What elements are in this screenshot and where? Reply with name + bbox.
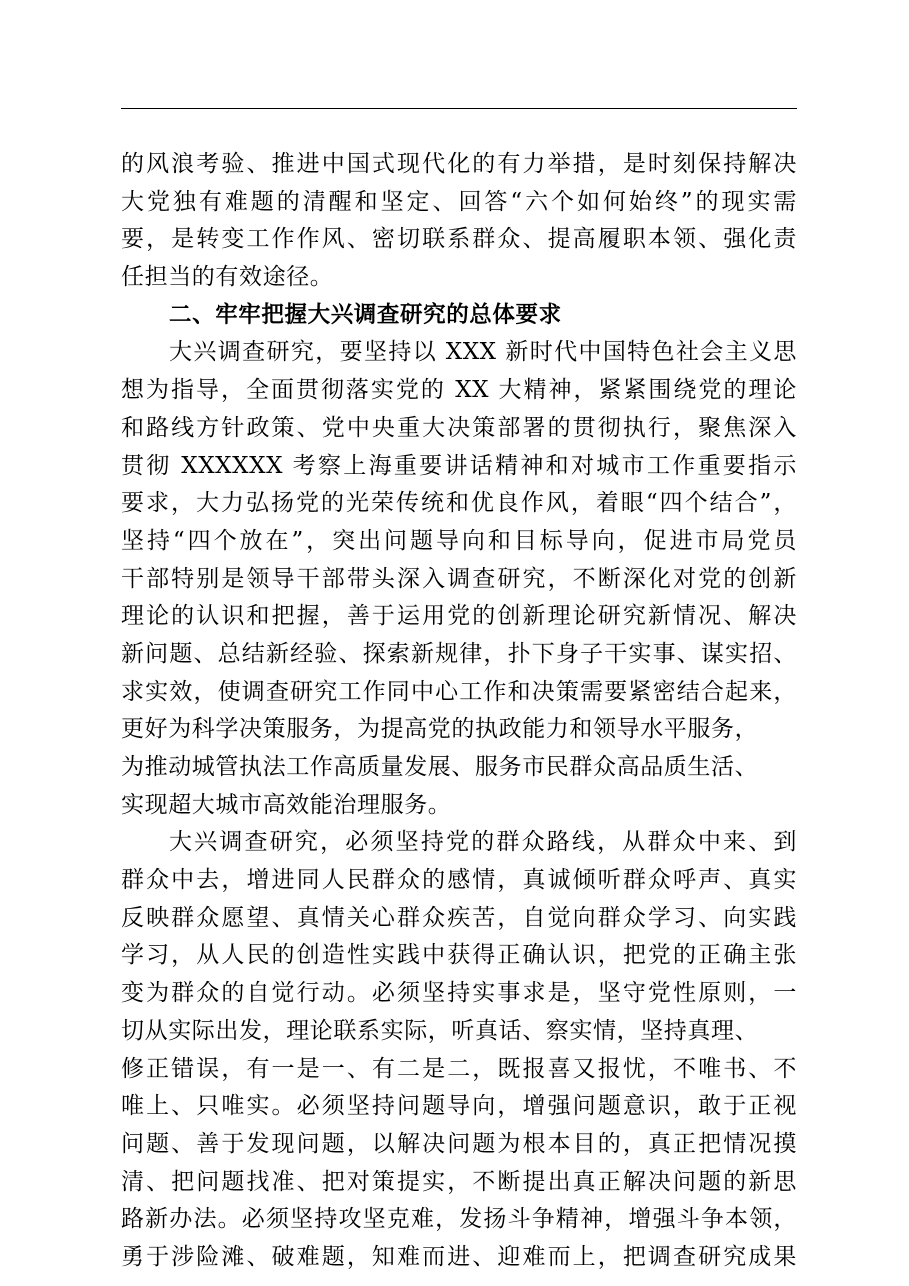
text-line: 大兴调查研究，要坚持以 XXX 新时代中国特色社会主义思 xyxy=(169,339,797,366)
document-body xyxy=(121,146,797,1277)
text-line: 反映群众愿望、真情关心群众疾苦，自觉向群众学习、向实践 xyxy=(121,904,797,931)
text-line: 实现超大城市高效能治理服务。 xyxy=(121,791,452,818)
text-line: 要求，大力弘扬党的光荣传统和优良作风，着眼“四个结合”， xyxy=(121,490,797,517)
text-line: 贯彻 XXXXXX 考察上海重要讲话精神和对城市工作重要指示 xyxy=(121,452,797,479)
text-line: 和路线方针政策、党中央重大决策部署的贯彻执行，聚焦深入 xyxy=(121,414,797,441)
header-rule xyxy=(121,108,797,109)
text-line: 问题、善于发现问题，以解决问题为根本目的，真正把情况摸 xyxy=(121,1130,797,1157)
text-line: 要，是转变工作作风、密切联系群众、提高履职本领、强化责 xyxy=(121,226,797,253)
section-heading: 二、牢牢把握大兴调查研究的总体要求 xyxy=(169,301,562,328)
text-line: 理论的认识和把握，善于运用党的创新理论研究新情况、解决 xyxy=(121,603,797,630)
text-line: 大党独有难题的清醒和坚定、回答“六个如何始终”的现实需 xyxy=(121,188,797,215)
text-line: 唯上、只唯实。必须坚持问题导向，增强问题意识，敢于正视 xyxy=(121,1093,797,1120)
text-line: 路新办法。必须坚持攻坚克难，发扬斗争精神，增强斗争本领， xyxy=(121,1206,797,1233)
text-line: 坚持“四个放在”，突出问题导向和目标导向，促进市局党员 xyxy=(121,527,797,554)
text-line: 想为指导，全面贯彻落实党的 XX 大精神，紧紧围绕党的理论 xyxy=(121,377,797,404)
text-line: 切从实际出发，理论联系实际，听真话、察实情，坚持真理、 xyxy=(121,1017,759,1044)
text-line: 大兴调查研究，必须坚持党的群众路线，从群众中来、到 xyxy=(169,829,797,856)
text-line: 修正错误，有一是一、有二是二，既报喜又报忧，不唯书、不 xyxy=(121,1055,797,1082)
text-line: 更好为科学决策服务，为提高党的执政能力和领导水平服务， xyxy=(121,716,759,743)
text-line: 清、把问题找准、把对策提实，不断提出真正解决问题的新思 xyxy=(121,1168,797,1195)
text-line: 的风浪考验、推进中国式现代化的有力举措，是时刻保持解决 xyxy=(121,151,797,177)
text-line: 群众中去，增进同人民群众的感情，真诚倾听群众呼声、真实 xyxy=(121,867,797,894)
text-line: 变为群众的自觉行动。必须坚持实事求是，坚守党性原则，一 xyxy=(121,980,797,1007)
text-line: 勇于涉险滩、破难题，知难而进、迎难而上，把调查研究成果 xyxy=(121,1243,797,1270)
text-line: 求实效，使调查研究工作同中心工作和决策需要紧密结合起来， xyxy=(121,678,797,705)
text-line: 新问题、总结新经验、探索新规律，扑下身子干实事、谋实招、 xyxy=(121,640,797,667)
text-line: 任担当的有效途径。 xyxy=(121,264,334,291)
text-line: 干部特别是领导干部带头深入调查研究，不断深化对党的创新 xyxy=(121,565,797,592)
text-line: 学习，从人民的创造性实践中获得正确认识，把党的正确主张 xyxy=(121,942,797,969)
text-line: 为推动城管执法工作高质量发展、服务市民群众高品质生活、 xyxy=(121,754,759,780)
